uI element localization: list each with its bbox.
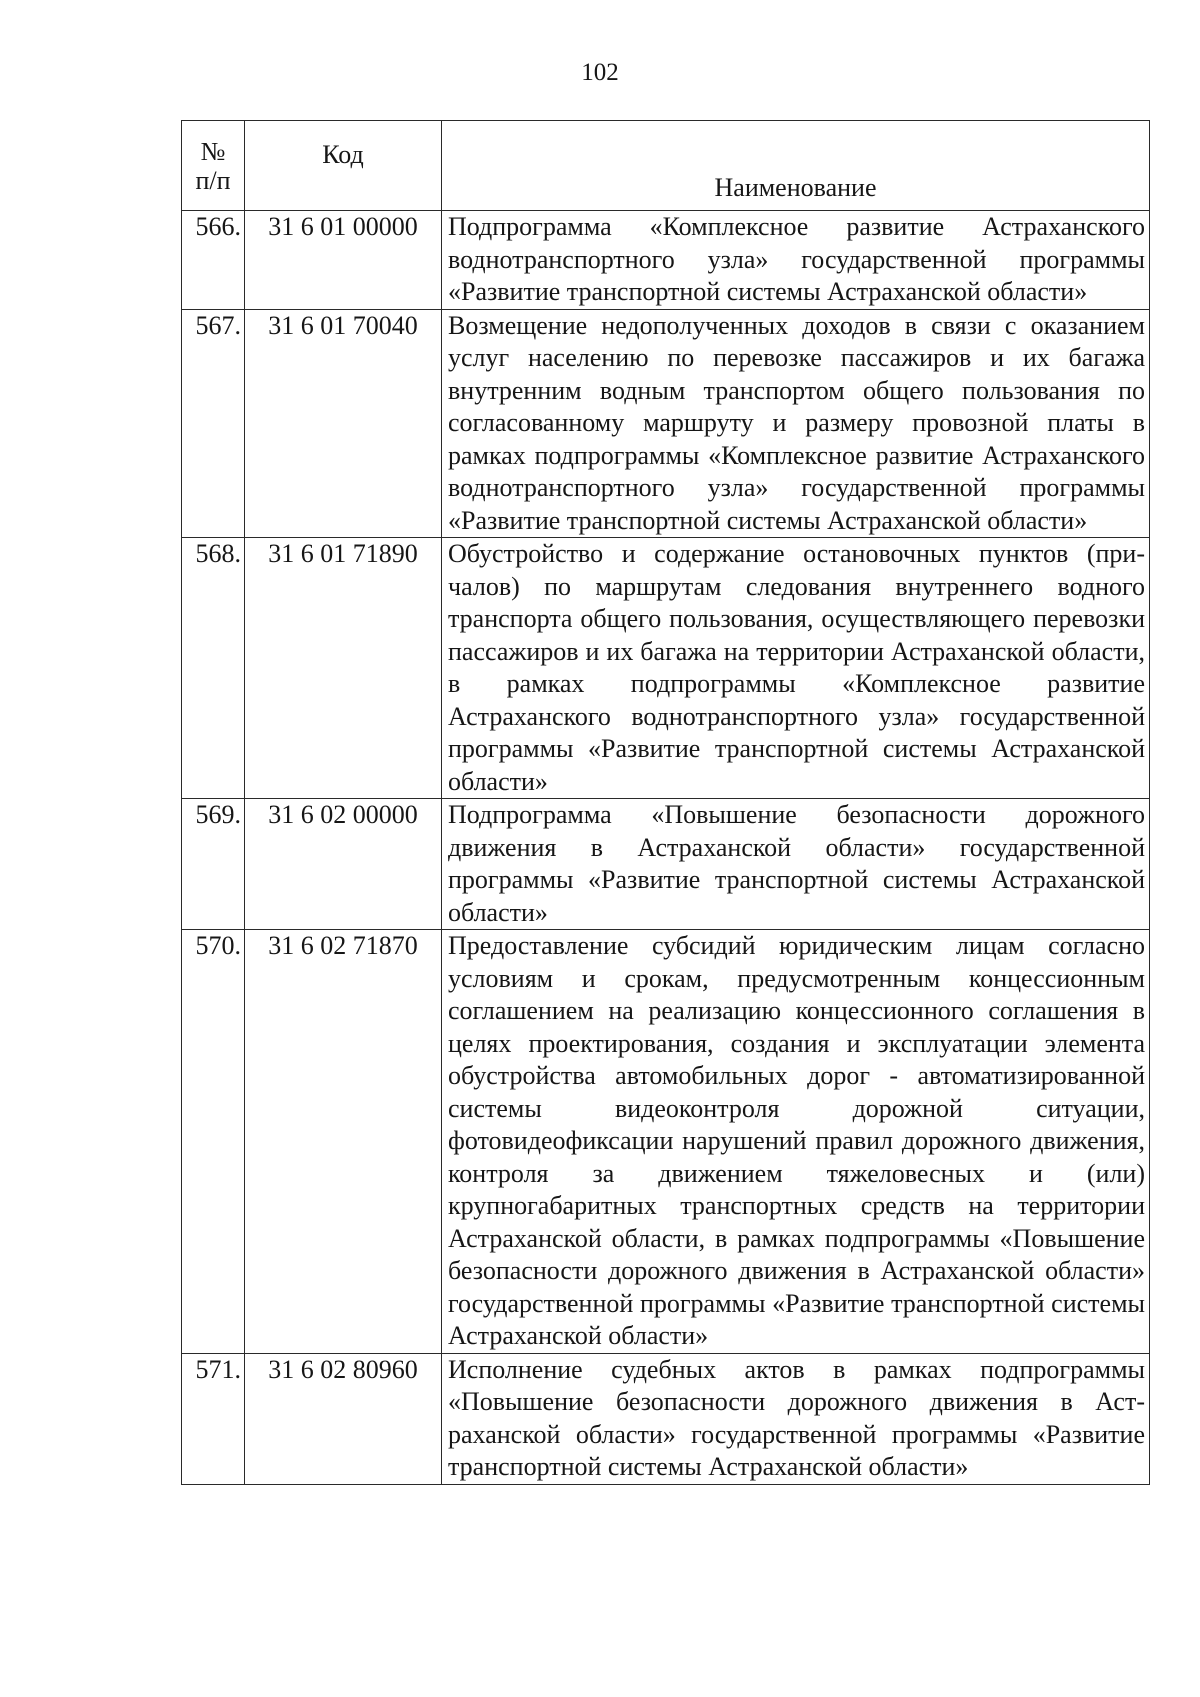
header-number xyxy=(182,121,245,211)
row-code: 31 6 02 00000 xyxy=(245,799,442,930)
table-row xyxy=(182,538,1150,799)
row-name: Исполнение судебных актов в рамках подпрограммы «Повышение безопасности дорожного движения в Астраханской области» государственной программы «Развитие транспортной системы Астраханской области» xyxy=(442,1353,1150,1484)
row-number: 568. xyxy=(182,538,245,799)
table-row xyxy=(182,309,1150,538)
row-name: Обустройство и содержание остановочных пунктов (причалов) по маршрутам следования внутреннего водного транспорта общего пользования, осуществляющего перевозки пассажиров и их багажа на территории Астраханской области, в рамках подпрограммы «Комплексное развитие Астраханского воднотранспортного узла» государственной программы «Развитие транспортной системы Астраханской области» xyxy=(442,538,1150,799)
row-code: 31 6 01 71890 xyxy=(245,538,442,799)
row-name: Подпрограмма «Повышение безопасности дорожного движения в Астраханской области» государственной программы «Развитие транспортной системы Астраханской области» xyxy=(442,799,1150,930)
table-row xyxy=(182,799,1150,930)
header-code: Код xyxy=(245,121,442,211)
row-code: 31 6 02 80960 xyxy=(245,1353,442,1484)
table-row xyxy=(182,1353,1150,1484)
code-table xyxy=(181,120,1150,1485)
row-number: 567. xyxy=(182,309,245,538)
header-name: Наименование xyxy=(442,121,1150,211)
row-number: 569. xyxy=(182,799,245,930)
header-number-abbr: п/п xyxy=(195,165,231,195)
row-code: 31 6 02 71870 xyxy=(245,930,442,1354)
row-code: 31 6 01 00000 xyxy=(245,211,442,310)
row-name: Подпрограмма «Комплексное развитие Астраханского воднотранспортного узла» государственной программы «Развитие транспортной системы Астраханской области» xyxy=(442,211,1150,310)
table-row xyxy=(182,211,1150,310)
row-number: 566. xyxy=(182,211,245,310)
row-number: 571. xyxy=(182,1353,245,1484)
page-number: 102 xyxy=(581,59,619,86)
table-body xyxy=(182,211,1150,1485)
row-name: Предоставление субсидий юридическим лицам согласно условиям и срокам, предусмотренным концессионным соглашением на реализацию концессионного соглашения в целях проектирования, создания и эксплуатации элемента обустройства автомобильных дорог - автоматизированной системы видеоконтроля дорожной ситуации, фотовидеофиксации нарушений правил дорожного движения, контроля за движением тяжеловесных и (или) крупногабаритных транспортных средств на территории Астраханской области, в рамках подпрограммы «Повышение безопасности дорожного движения в Астраханской области» государственной программы «Развитие транспортной системы Астраханской области» xyxy=(442,930,1150,1354)
row-code: 31 6 01 70040 xyxy=(245,309,442,538)
row-name: Возмещение недополученных доходов в связи с оказанием услуг населению по перевозке пассажиров и их багажа внутренним водным транспортом общего пользования по согласованному маршруту и размеру провозной платы в рамках подпрограммы «Комплексное развитие Астраханского воднотранспортного узла» государственной программы «Развитие транспортной системы Астраханской области» xyxy=(442,309,1150,538)
table-row xyxy=(182,930,1150,1354)
table-header-row xyxy=(182,121,1150,211)
header-number-symbol: № xyxy=(200,136,226,166)
row-number: 570. xyxy=(182,930,245,1354)
